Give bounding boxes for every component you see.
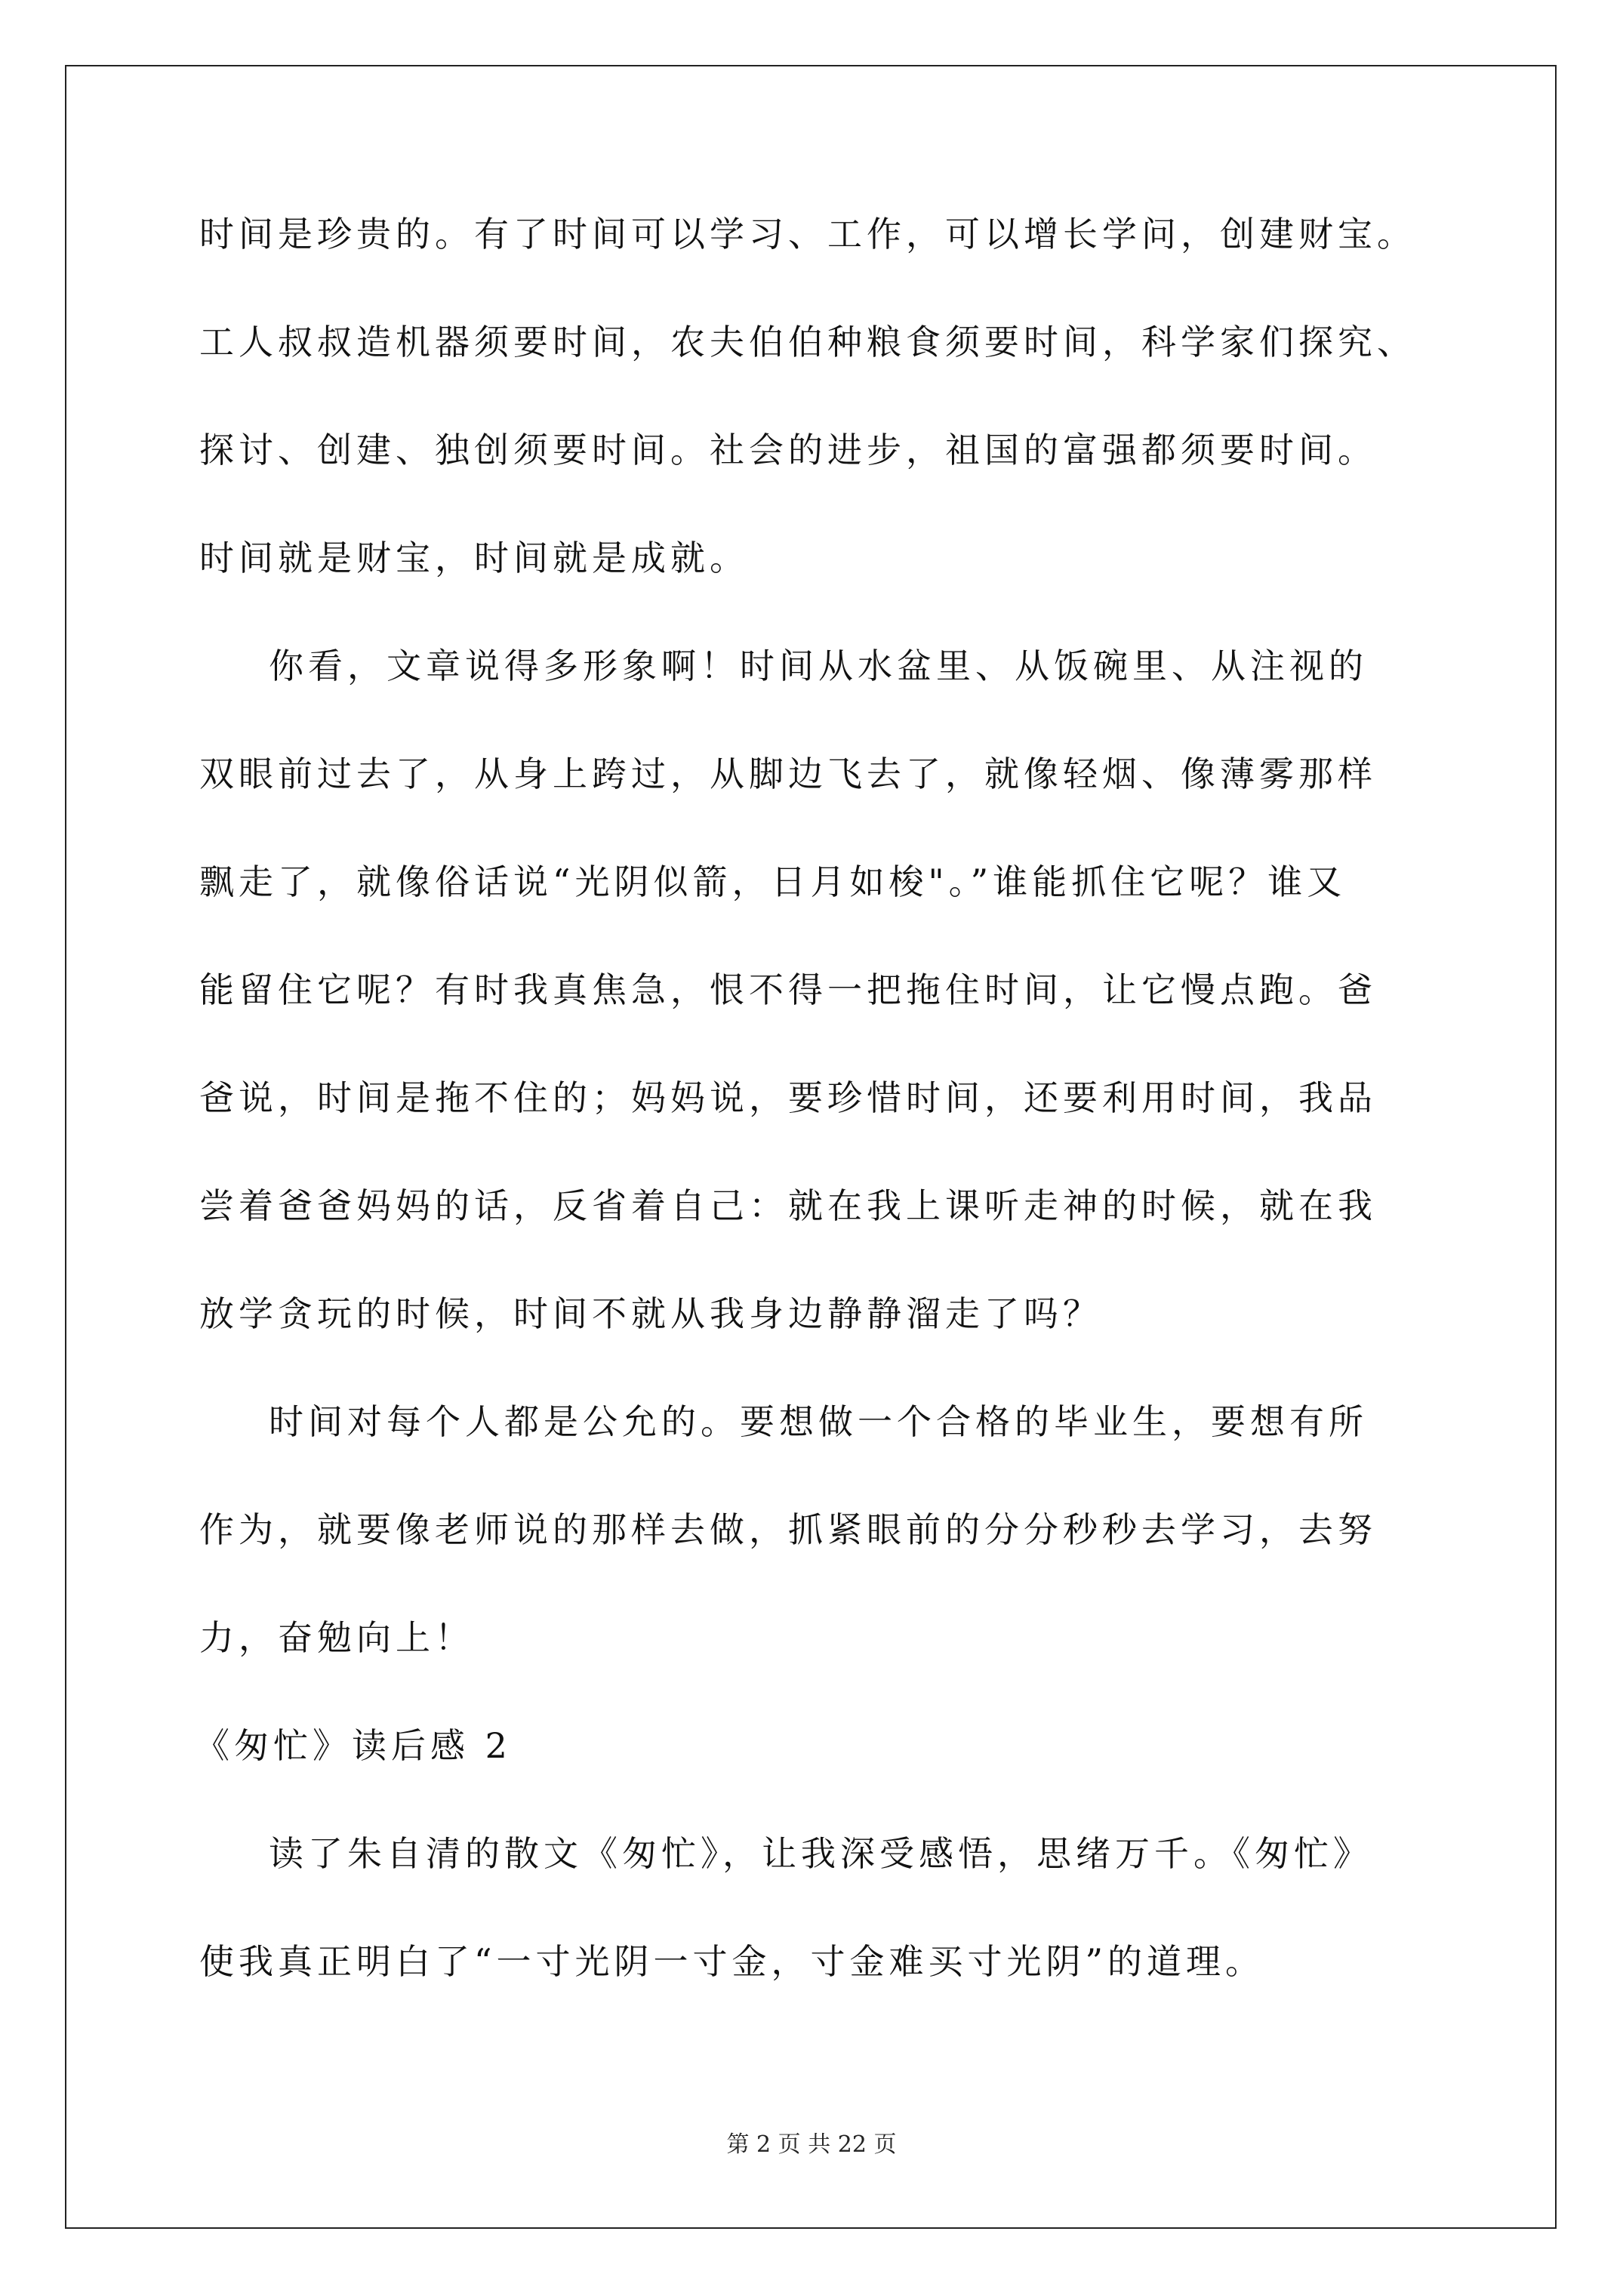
text-line: 工人叔叔造机器须要时间，农夫伯伯种粮食须要时间，科学家们探究、: [199, 322, 1416, 362]
page-footer: 第 2 页 共 22 页: [726, 2131, 897, 2158]
text-line: 时间对每个人都是公允的。要想做一个合格的毕业生，要想有所: [269, 1401, 1368, 1442]
text-line: 时间就是财宝，时间就是成就。: [199, 538, 749, 578]
text-line: 爸说，时间是拖不住的；妈妈说，要珍惜时间，还要利用时间，我品: [199, 1077, 1377, 1118]
text-line: 时间是珍贵的。有了时间可以学习、工作，可以增长学问，创建财宝。: [199, 214, 1416, 254]
text-line: 力，奋勉向上！: [199, 1617, 474, 1658]
text-line: 作为，就要像老师说的那样去做，抓紧眼前的分分秒秒去学习，去努: [199, 1509, 1377, 1550]
text-line: 尝着爸爸妈妈的话，反省着自己：就在我上课听走神的时候，就在我: [199, 1185, 1377, 1226]
text-line: 放学贪玩的时候，时间不就从我身边静静溜走了吗？: [199, 1293, 1102, 1334]
text-line: 能留住它呢？有时我真焦急，恨不得一把拖住时间，让它慢点跑。爸: [199, 969, 1377, 1010]
section-heading: 《匆忙》读后感 2: [195, 1725, 512, 1766]
text-line: 飘走了，就像俗话说“光阴似箭，日月如梭"。”谁能抓住它呢？谁又: [199, 861, 1347, 902]
text-line: 你看，文章说得多形象啊！时间从水盆里、从饭碗里、从注视的: [269, 646, 1368, 686]
text-line: 使我真正明白了“一寸光阴一寸金，寸金难买寸光阴”的道理。: [199, 1941, 1265, 1982]
page-border: [65, 65, 1557, 2229]
text-line: 双眼前过去了，从身上跨过，从脚边飞去了，就像轻烟、像薄雾那样: [199, 754, 1377, 794]
text-line: 探讨、创建、独创须要时间。社会的进步，祖国的富强都须要时间。: [199, 430, 1377, 470]
text-line: 读了朱自清的散文《匆忙》，让我深受感悟，思绪万千。《匆忙》: [269, 1833, 1372, 1874]
